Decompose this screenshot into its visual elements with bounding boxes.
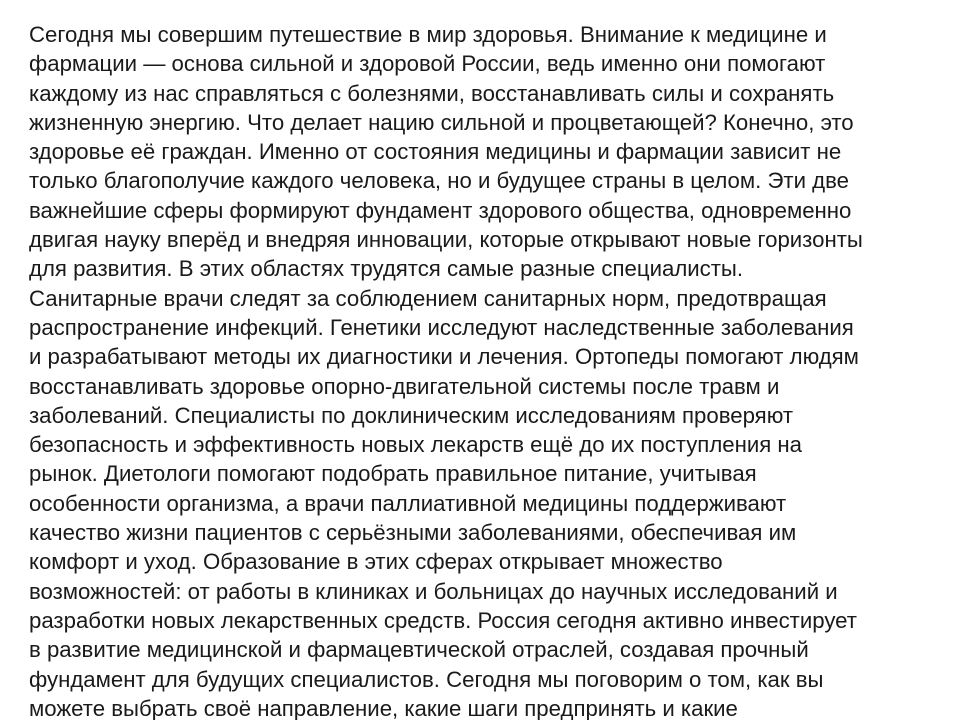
text-line: двигая науку вперёд и внедряя инновации, которые открывают новые горизонты [29,227,863,253]
text-line: Санитарные врачи следят за соблюдением санитарных норм, предотвращая [29,285,827,311]
text-line: здоровье её граждан. Именно от состояния медицины и фармации зависит не [29,139,842,165]
text-line: качество жизни пациентов с серьёзными заболеваниями, обеспечивая им [29,520,797,546]
text-line: каждому из нас справляться с болезнями, восстанавливать силы и сохранять [29,80,835,106]
text-line: восстанавливать здоровье опорно-двигательной системы после травм и [29,373,780,399]
text-line: для развития. В этих областях трудятся самые разные специалисты. [29,256,744,282]
text-line: важнейшие сферы формируют фундамент здорового общества, одновременно [29,197,852,223]
text-line: разработки новых лекарственных средств. Россия сегодня активно инвестирует [29,607,857,633]
text-line: распространение инфекций. Генетики исследуют наследственные заболевания [29,314,854,340]
text-line: и разрабатывают методы их диагностики и лечения. Ортопеды помогают людям [29,344,859,370]
text-line: фармации — основа сильной и здоровой России, ведь именно они помогают [29,51,826,77]
text-line: безопасность и эффективность новых лекарств ещё до их поступления на [29,432,803,458]
text-line: в развитие медицинской и фармацевтической отраслей, создавая прочный [29,637,809,663]
text-line: фундамент для будущих специалистов. Сегодня мы поговорим о том, как вы [29,666,824,692]
text-line: рынок. Диетологи помогают подобрать правильное питание, учитывая [29,461,757,487]
text-line: заболеваний. Специалисты по доклиническим исследованиям проверяют [29,402,794,428]
text-line: только благополучие каждого человека, но и будущее страны в целом. Эти две [29,168,849,194]
text-line: особенности организма, а врачи паллиативной медицины поддерживают [29,490,787,516]
text-line: жизненную энергию. Что делает нацию сильной и процветающей? Конечно, это [29,109,854,135]
text-line: возможностей: от работы в клиниках и больницах до научных исследований и [29,578,838,604]
body-text [29,20,949,720]
text-line: можете выбрать своё направление, какие шаги предпринять и какие [29,695,738,720]
text-line: Сегодня мы совершим путешествие в мир здоровья. Внимание к медицине и [29,22,827,47]
text-line: комфорт и уход. Образование в этих сферах открывает множество [29,549,723,575]
